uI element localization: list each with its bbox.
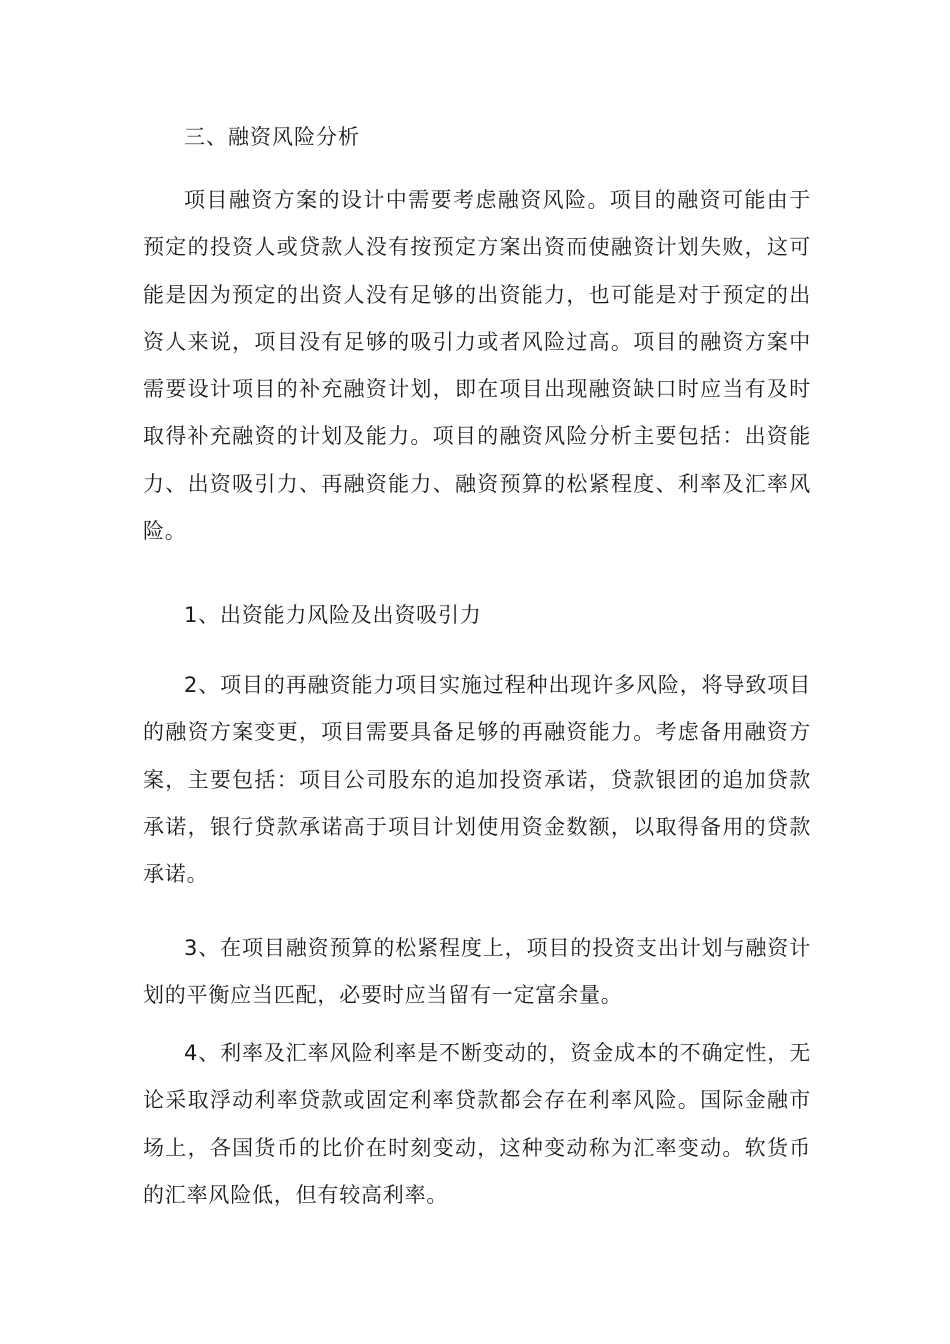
item-paragraph-4: 4、利率及汇率风险利率是不断变动的，资金成本的不确定性，无论采取浮动利率贷款或固定利率贷款都会存在利率风险。国际金融市场上，各国货币的比价在时刻变动，这种变动称为汇率变动。软货币的汇率风险低，但有较高利率。 [143, 1041, 811, 1207]
item-paragraph-1: 1、出资能力风险及出资吸引力 [184, 603, 482, 627]
section-heading: 三、融资风险分析 [184, 125, 360, 149]
intro-paragraph: 项目融资方案的设计中需要考虑融资风险。项目的融资可能由于预定的投资人或贷款人没有按预定方案出资而使融资计划失败，这可能是因为预定的出资人没有足够的出资能力，也可能是对于预定的出资人来说，项目没有足够的吸引力或者风险过高。项目的融资方案中需要设计项目的补充融资计划，即在项目出现融资缺口时应当有及时取得补充融资的计划及能力。项目的融资风险分析主要包括：出资能力、出资吸引力、再融资能力、融资预算的松紧程度、利率及汇率风险。 [143, 188, 811, 544]
item-paragraph-2: 2、项目的再融资能力项目实施过程种出现许多风险，将导致项目的融资方案变更，项目需要具备足够的再融资能力。考虑备用融资方案，主要包括：项目公司股东的追加投资承诺，贷款银团的追加贷款承诺，银行贷款承诺高于项目计划使用资金数额，以取得备用的贷款承诺。 [143, 673, 811, 887]
item-paragraph-3: 3、在项目融资预算的松紧程度上，项目的投资支出计划与融资计划的平衡应当匹配，必要时应当留有一定富余量。 [143, 936, 811, 1008]
